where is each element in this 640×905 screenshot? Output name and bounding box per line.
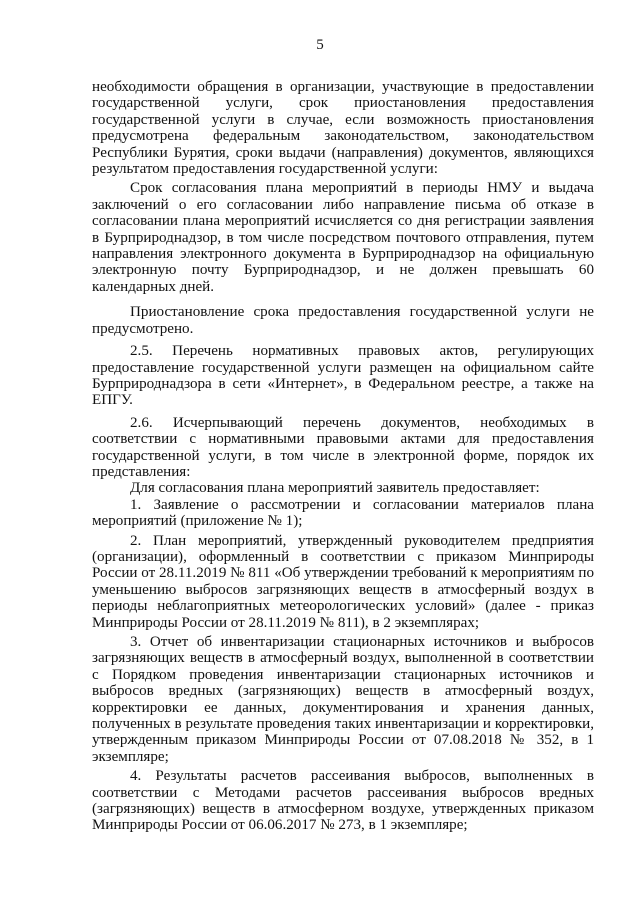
page-number: 5	[316, 37, 324, 53]
section-2-5: 2.5. Перечень нормативных правовых актов, регулирующих предоставление государственной услуги размещен на официальном сайте Бурприроднадзора в сети «Интернет», в Федеральном реестре, а также на ЕПГУ.	[92, 343, 594, 409]
section-2-6: 2.6. Исчерпывающий перечень документов, необходимых в соответствии с нормативными правовыми актами для предоставления государственной услуги, в том числе в электронной форме, порядок их представления:	[92, 414, 594, 480]
list-item-4: 4. Результаты расчетов рассеивания выбросов, выполненных в соответствии с Методами расчетов рассеивания выбросов вредных (загрязняющих) веществ в атмосферном воздухе, утвержденных приказом Минприроды России от 06.06.2017 № 273, в 1 экземпляре;	[92, 768, 594, 834]
paragraph-suspension: Приостановление срока предоставления государственной услуги не предусмотрено.	[92, 304, 594, 337]
paragraph-continuation: необходимости обращения в организации, участвующие в предоставлении государственной услуги, срок приостановления предоставления государственной услуги в случае, если возможность приостановления предусмотрена федеральным законодательством, законодательством Республики Бурятия, сроки выдачи (направления) документов, являющихся результатом предоставления государственной услуги:	[92, 79, 594, 178]
paragraph-deadline: Срок согласования плана мероприятий в периоды НМУ и выдача заключений о его согласовании либо направление письма об отказе в согласовании плана мероприятий исчисляется со дня регистрации заявления в Бурприроднадзор, в том числе посредством почтового отправления, путем направления электронного документа в Бурприроднадзор на официальную электронную почту Бурприроднадзор, и не должен превышать 60 календарных дней.	[92, 180, 594, 295]
list-item-2: 2. План мероприятий, утвержденный руководителем предприятия (организации), оформленный в соответствии с приказом Минприроды России от 28.11.2019 № 811 «Об утверждении требований к мероприятиям по уменьшению выбросов загрязняющих веществ в атмосферный воздух в периоды неблагоприятных метеорологических условий» (далее - приказ Минприроды России от 28.11.2019 № 811), в 2 экземплярах;	[92, 532, 594, 631]
list-item-3: 3. Отчет об инвентаризации стационарных источников и выбросов загрязняющих веществ в атмосферный воздух, выполненной в соответствии с Порядком проведения инвентаризации стационарных источников и выбросов вредных (загрязняющих) веществ в атмосферный воздух, корректировки ее данных, документирования и хранения данных, полученных в результате проведения таких инвентаризации и корректировки, утвержденным приказом Минприроды России от 07.08.2018 № 352, в 1 экземпляре;	[92, 634, 594, 765]
paragraph-applicant-provides: Для согласования плана мероприятий заявитель предоставляет:	[130, 480, 540, 497]
document-body	[92, 79, 594, 834]
list-item-1: 1. Заявление о рассмотрении и согласовании материалов плана мероприятий (приложение № 1);	[92, 496, 594, 530]
